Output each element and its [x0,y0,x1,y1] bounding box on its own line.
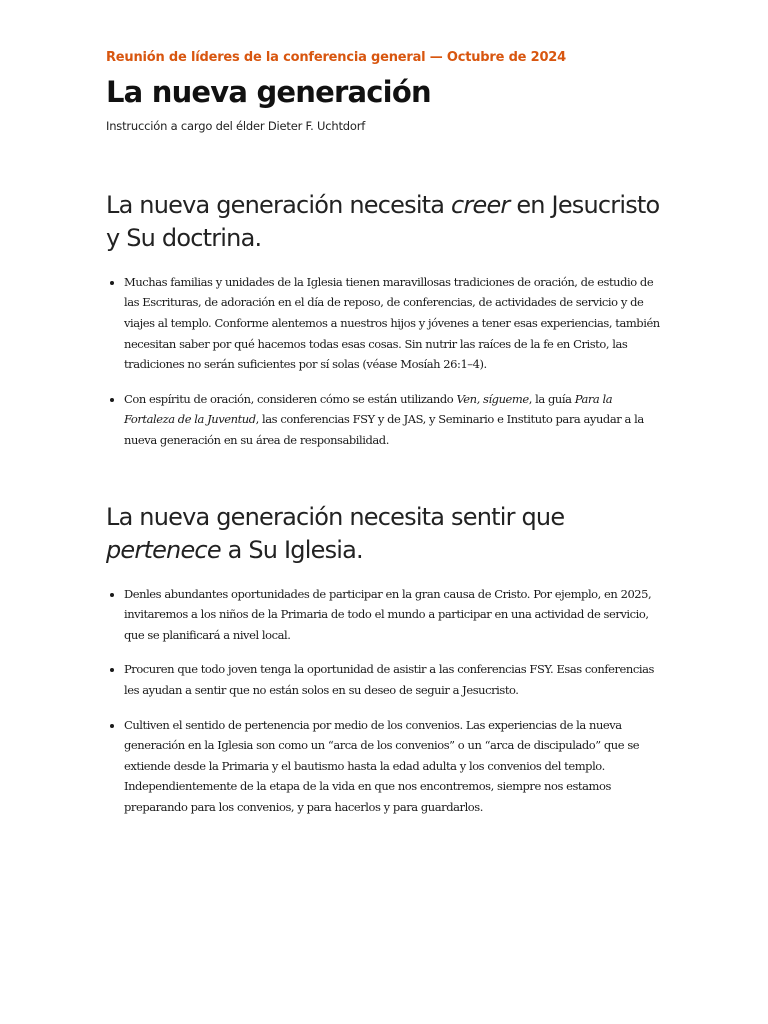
bullet-text: , las conferencias FSY y de JAS, y Seminario e Instituto para ayudar a la nueva generación en su área de responsabilidad. [124,412,644,447]
bullet-emphasis: Para la Fortaleza de la Juventud [124,391,613,427]
section-belong [106,501,662,818]
page-subtitle: Instrucción a cargo del élder Dieter F. Uchtdorf [106,118,366,133]
bullet-list [106,272,662,451]
event-eyebrow: Reunión de líderes de la conferencia general — Octubre de 2024 [106,50,566,65]
bullet-item: • Procuren que todo joven tenga la oportunidad de asistir a las conferencias FSY. Esas conferencias les ayudan a sentir que no están solos en su deseo de seguir a Jesucristo. [124,659,662,700]
section-believe [106,189,662,451]
heading-emphasis: creer [451,190,510,219]
section-heading-believe [106,189,662,255]
heading-text: a Su Iglesia. [220,535,363,564]
heading-text: La nueva generación necesita sentir que [106,502,565,531]
heading-text: en Jesucristo y Su doctrina. [106,190,660,252]
bullet-item: • Denles abundantes oportunidades de participar en la gran causa de Cristo. Por ejemplo, en 2025, invitaremos a los niños de la Primaria de todo el mundo a participar en una actividad de servicio, que se planificará a nivel local. [124,584,662,646]
section-heading-belong [106,501,662,567]
heading-emphasis: pertenece [106,535,221,564]
page-title: La nueva generación [106,75,431,109]
bullet-item [124,389,662,451]
bullet-list [106,584,662,818]
heading-text: La nueva generación necesita [106,190,452,219]
bullet-text: , la guía [528,391,575,406]
bullet-text: Con espíritu de oración, consideren cómo se están utilizando [124,391,457,406]
bullet-item: • Cultiven el sentido de pertenencia por medio de los convenios. Las experiencias de la nueva generación en la Iglesia son como un “arca de los convenios” o un “arca de discipulado” que se extiende desde la Primaria y el bautismo hasta la edad adulta y los convenios del templo. Independientemente de la etapa de la vida en que nos encontremos, siempre nos estamos preparando para los convenios, y para hacerlos y para guardarlos. [124,715,662,818]
bullet-item: • Muchas familias y unidades de la Iglesia tienen maravillosas tradiciones de oración, de estudio de las Escrituras, de adoración en el día de reposo, de conferencias, de actividades de servicio y de viajes al templo. Conforme alentemos a nuestros hijos y jóvenes a tener esas experiencias, también necesitan saber por qué hacemos todas esas cosas. Sin nutrir las raíces de la fe en Cristo, las tradiciones no serán suficientes por sí solas (véase Mosíah 26:1–4). [124,272,662,375]
bullet-emphasis: Ven, sígueme [456,391,529,406]
